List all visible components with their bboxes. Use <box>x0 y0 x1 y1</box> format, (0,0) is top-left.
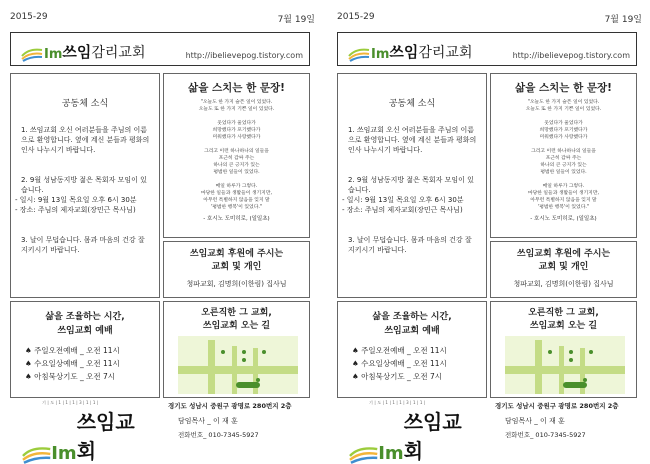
support-title <box>491 248 636 274</box>
poem-line <box>164 141 309 148</box>
swoosh-icon <box>348 44 370 62</box>
swoosh-icon <box>21 44 43 62</box>
poem-line: 그리고 이런 하나하나의 일들을 <box>531 149 596 154</box>
support-title <box>164 248 309 274</box>
directions-map <box>178 336 298 394</box>
news-item: 2. 9월 성남동지방 젊은 목회자 모임이 있습니다. <box>21 176 147 194</box>
poem-line <box>491 113 636 120</box>
directions-title <box>491 307 636 333</box>
news-title: 공동체 소식 <box>388 99 436 109</box>
service-item <box>11 344 159 357</box>
poem-line: '평범한 행복'이 있었다." <box>210 205 263 210</box>
footer-tagline: 기|도|1|1|1|3|1|1| <box>369 400 427 405</box>
spade-icon: ♠ <box>25 372 32 381</box>
directions-box <box>490 301 637 398</box>
issue-date: 7월 19일 <box>277 15 315 25</box>
worship-title <box>11 310 159 338</box>
news-item: - 장소: 주님의 제자교회(장민근 목사님) <box>342 206 463 214</box>
poem-line: 오늘도 또 한 가지 기쁜 일이 있었다. <box>198 107 275 112</box>
pastor-name: 담임목사 _ 이 재 훈 <box>505 417 565 425</box>
poem-line: 아무런 특별하지 않음을 잊지 말 <box>203 198 270 203</box>
worship-title-line: 삶을 조율하는 시간, <box>45 312 125 322</box>
spade-icon: ♠ <box>25 359 32 368</box>
directions-box <box>163 301 310 398</box>
spade-icon: ♠ <box>352 346 359 355</box>
spade-icon: ♠ <box>25 346 32 355</box>
logo-im: Im <box>371 47 390 62</box>
news-item: 1. 쓰임교회 오신 여러분들을 주님의 이름으로 환영합니다. 옆에 계신 분들과 평화의 인사 나누시기 바랍니다. <box>348 126 477 154</box>
footer-mark <box>22 406 152 464</box>
worship-title-line: 쓰임교회 예배 <box>384 326 440 336</box>
poem-line <box>164 176 309 183</box>
support-title-line: 쓰임교회 후원에 주시는 <box>516 249 611 259</box>
bulletin-page-left <box>0 0 323 464</box>
footer-im: Im <box>51 443 77 464</box>
spade-icon: ♠ <box>352 359 359 368</box>
church-logo <box>348 38 472 62</box>
directions-title <box>164 307 309 333</box>
swoosh-icon <box>349 442 378 464</box>
logo-church: 감리교회 <box>418 45 473 61</box>
news-item: - 일시: 9월 13일 목요일 오후 6시 30분 <box>342 196 464 204</box>
service-item <box>11 370 159 383</box>
service-text: 주일오전예배 _ 오전 11시 <box>34 346 120 355</box>
news-item: - 일시: 9월 13일 목요일 오후 6시 30분 <box>15 196 137 204</box>
church-address: 경기도 성남시 중원구 광명로 280번지 2층 <box>495 402 619 410</box>
news-title: 공동체 소식 <box>61 99 109 109</box>
worship-title-line: 쓰임교회 예배 <box>57 326 113 336</box>
poem-line: 웃었다가 울었다가 <box>544 121 583 126</box>
poem-line <box>164 113 309 120</box>
poem-line: 평범한 일들이 있었다. <box>213 170 260 175</box>
service-list <box>338 344 486 383</box>
worship-box <box>10 301 160 398</box>
poem-text <box>491 99 636 211</box>
poem-line: 하나의 큰 긍지가 있는 <box>540 163 587 168</box>
poem-line: 평범한 일들이 있었다. <box>540 170 587 175</box>
footer-mark <box>349 406 479 464</box>
poem-author: - 호시노 도미히로, (일일초) <box>203 216 270 222</box>
support-title-line: 쓰임교회 후원에 주시는 <box>189 249 284 259</box>
footer-word: 쓰임교회 <box>76 410 135 463</box>
poem-line: 미워했다가 사랑했다가 <box>539 135 588 140</box>
poem-line: 희망했다가 포기했다가 <box>539 128 588 133</box>
poem-title: 삶을 스치는 한 문장! <box>515 82 612 94</box>
logo-ssim: 쓰임 <box>62 43 92 61</box>
support-box <box>163 241 310 298</box>
issue-number: 2015-29 <box>10 12 48 22</box>
poem-line: 매일 하루가 그렇다. <box>542 184 585 189</box>
news-box <box>337 73 487 298</box>
logo-church: 감리교회 <box>91 45 146 61</box>
support-title-line: 교회 및 개인 <box>211 262 262 272</box>
poem-author: - 호시노 도미히로, (일일초) <box>530 216 597 222</box>
footer-word: 쓰임교회 <box>403 410 462 463</box>
news-item: 3. 날이 무덥습니다. 몸과 마음의 건강 잘 지키시기 바랍니다. <box>348 236 472 254</box>
supporter-names: 청파교회, 김명희(이한림) 집사님 <box>186 280 287 288</box>
poem-line: 마당한 일들과 생활들이 생기지만, <box>528 191 599 196</box>
logo-im: Im <box>44 47 63 62</box>
poem-line: 미워했다가 사랑했다가 <box>212 135 261 140</box>
directions-title-line: 오른직한 그 교회, <box>528 308 599 318</box>
worship-box <box>337 301 487 398</box>
pastor-name: 담임목사 _ 이 재 훈 <box>178 417 238 425</box>
service-item <box>338 344 486 357</box>
poem-line: 포근히 감싸 주는 <box>218 156 255 161</box>
poem-line <box>491 141 636 148</box>
contact-info <box>495 401 640 439</box>
phone-number: 전화번호_ 010-7345-5927 <box>505 431 586 439</box>
support-box <box>490 241 637 298</box>
masthead <box>337 32 637 66</box>
supporter-names: 청파교회, 김명희(이한림) 집사님 <box>513 280 614 288</box>
blog-url[interactable]: http://ibelievepog.tistory.com <box>185 51 303 60</box>
service-text: 아침묵상기도 _ 오전 7시 <box>361 372 443 381</box>
poem-line: 희망했다가 포기했다가 <box>212 128 261 133</box>
poem-line: 아무런 특별하지 않음을 잊지 말 <box>530 198 597 203</box>
poem-line: 포근히 감싸 주는 <box>545 156 582 161</box>
news-item: 1. 쓰임교회 오신 여러분들을 주님의 이름으로 환영합니다. 옆에 계신 분들과 평화의 인사 나누시기 바랍니다. <box>21 126 150 154</box>
blog-url[interactable]: http://ibelievepog.tistory.com <box>512 51 630 60</box>
news-box <box>10 73 160 298</box>
worship-title <box>338 310 486 338</box>
service-text: 주일오전예배 _ 오전 11시 <box>361 346 447 355</box>
logo-ssim: 쓰임 <box>389 43 419 61</box>
footer-im: Im <box>378 443 404 464</box>
directions-map <box>505 336 625 394</box>
poem-line: "오늘도 한 가지 슬픈 일이 있었다. <box>527 100 600 105</box>
poem-line: "오늘도 한 가지 슬픈 일이 있었다. <box>200 100 273 105</box>
poem-line: 오늘도 또 한 가지 기쁜 일이 있었다. <box>525 107 602 112</box>
poem-line <box>491 176 636 183</box>
service-list <box>11 344 159 383</box>
poem-line: 하나의 큰 긍지가 있는 <box>213 163 260 168</box>
poem-line: 그리고 이런 하나하나의 일들을 <box>204 149 269 154</box>
phone-number: 전화번호_ 010-7345-5927 <box>178 431 259 439</box>
news-item: 3. 날이 무덥습니다. 몸과 마음의 건강 잘 지키시기 바랍니다. <box>21 236 145 254</box>
footer-logo <box>22 400 152 464</box>
service-item <box>338 370 486 383</box>
directions-title-line: 쓰임교회 오는 길 <box>202 321 271 331</box>
service-item <box>338 357 486 370</box>
news-item: - 장소: 주님의 제자교회(장민근 목사님) <box>15 206 136 214</box>
church-logo <box>21 38 145 62</box>
poem-line: 마당한 일들과 생활들이 생기지만, <box>201 191 272 196</box>
issue-date: 7월 19일 <box>604 15 642 25</box>
support-title-line: 교회 및 개인 <box>538 262 589 272</box>
bulletin-page-right <box>327 0 650 464</box>
footer-logo <box>349 400 479 464</box>
masthead <box>10 32 310 66</box>
news-item: 2. 9월 성남동지방 젊은 목회자 모임이 있습니다. <box>348 176 474 194</box>
directions-title-line: 쓰임교회 오는 길 <box>529 321 598 331</box>
poem-box <box>490 73 637 238</box>
service-text: 수요일상예배 _ 오전 11시 <box>361 359 447 368</box>
spade-icon: ♠ <box>352 372 359 381</box>
poem-text <box>164 99 309 211</box>
service-text: 수요일상예배 _ 오전 11시 <box>34 359 120 368</box>
worship-title-line: 삶을 조율하는 시간, <box>372 312 452 322</box>
poem-line: '평범한 행복'이 있었다." <box>537 205 590 210</box>
contact-info <box>168 401 313 439</box>
poem-title: 삶을 스치는 한 문장! <box>188 82 285 94</box>
poem-line: 매일 하루가 그렇다. <box>215 184 258 189</box>
issue-number: 2015-29 <box>337 12 375 22</box>
service-text: 아침묵상기도 _ 오전 7시 <box>34 372 116 381</box>
poem-line: 웃었다가 울었다가 <box>217 121 256 126</box>
poem-box <box>163 73 310 238</box>
service-item <box>11 357 159 370</box>
directions-title-line: 오른직한 그 교회, <box>201 308 272 318</box>
swoosh-icon <box>22 442 51 464</box>
footer-tagline: 기|도|1|1|1|3|1|1| <box>42 400 100 405</box>
church-address: 경기도 성남시 중원구 광명로 280번지 2층 <box>168 402 292 410</box>
